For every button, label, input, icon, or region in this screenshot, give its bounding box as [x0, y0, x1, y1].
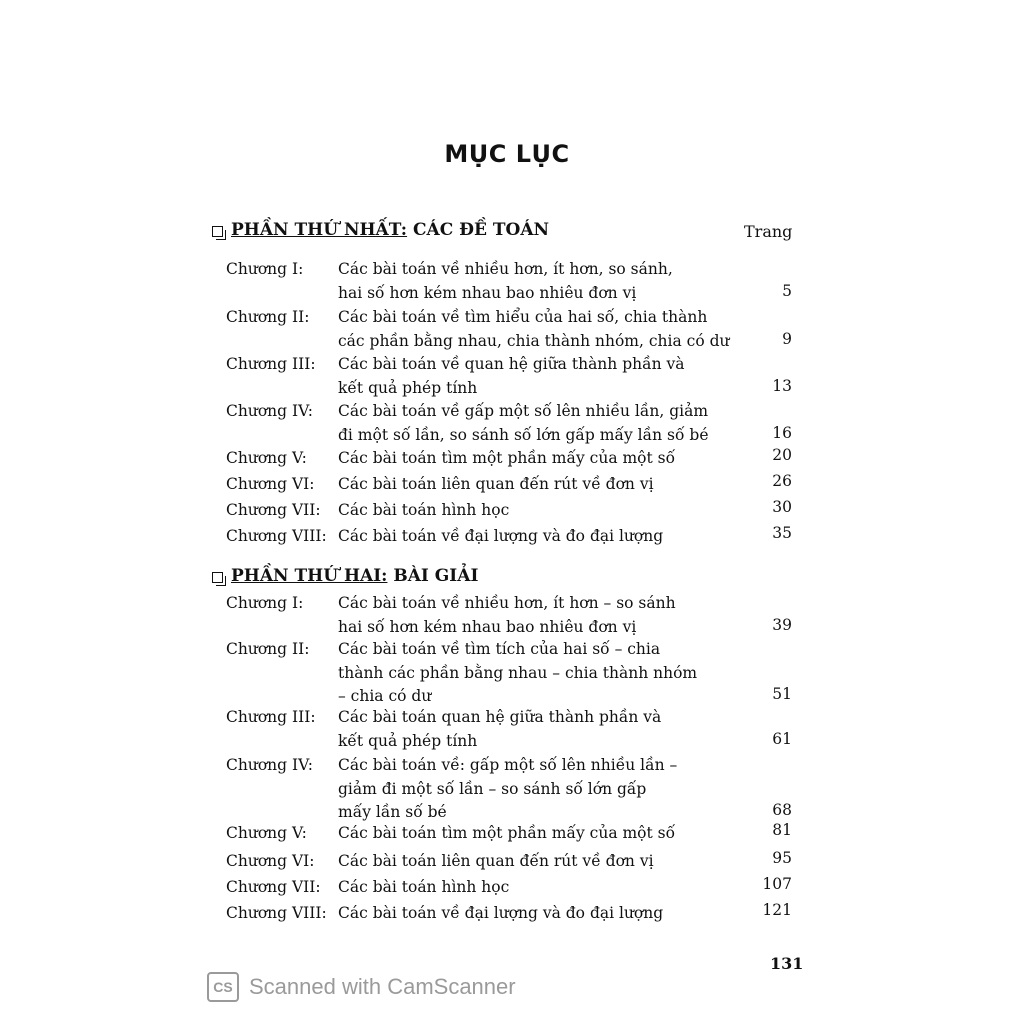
page-title: MỤC LỤC [444, 140, 570, 168]
square-bullet-icon [212, 572, 223, 583]
page-ref: 107 [762, 875, 792, 893]
square-bullet-icon [212, 226, 223, 237]
page-ref: 95 [772, 849, 792, 867]
chapter-title [338, 400, 758, 447]
chapter-title [338, 754, 758, 825]
chapter-title-line: thành các phần bằng nhau – chia thành nhóm [338, 663, 698, 682]
chapter-title-line: Các bài toán tìm một phần mấy của một số [338, 824, 676, 842]
chapter-title-line: Các bài toán về tìm tích của hai số – chia [338, 640, 661, 658]
page-ref: 9 [782, 329, 792, 348]
chapter-label: Chương II: [226, 308, 310, 326]
chapter-title [338, 353, 758, 400]
page-ref: 81 [772, 821, 792, 839]
chapter-label: Chương VI: [226, 475, 315, 493]
page-ref: 35 [772, 524, 792, 542]
chapter-title-line: Các bài toán về tìm hiểu của hai số, chia thành [338, 308, 708, 326]
chapter-title [338, 473, 758, 497]
page-ref: 30 [772, 498, 792, 516]
chapter-label: Chương VII: [226, 501, 321, 519]
chapter-title-line: mấy lần số bé [338, 803, 447, 821]
chapter-title-line: giảm đi một số lần – so sánh số lớn gấp [338, 779, 647, 798]
chapter-title [338, 499, 758, 523]
chapter-title [338, 850, 758, 874]
camscanner-logo-icon: CS [207, 972, 239, 1002]
chapter-label: Chương III: [226, 708, 316, 726]
chapter-title [338, 902, 758, 926]
chapter-title [338, 876, 758, 900]
chapter-title [338, 306, 758, 353]
page-ref: 68 [772, 801, 792, 819]
part2-name: BÀI GIẢI [393, 566, 479, 586]
part2-label: PHẦN THỨ HAI: [231, 566, 388, 586]
page-column-header: Trang [744, 222, 793, 241]
page-ref: 16 [772, 423, 792, 442]
chapter-title [338, 638, 758, 709]
page-ref: 26 [772, 472, 792, 490]
chapter-title-line: Các bài toán hình học [338, 878, 510, 896]
page-ref: 5 [782, 281, 792, 300]
chapter-title-line: Các bài toán liên quan đến rút về đơn vị [338, 475, 654, 493]
page-number: 131 [770, 954, 804, 973]
part1-heading [212, 220, 549, 240]
camscanner-watermark [207, 972, 516, 1002]
chapter-title [338, 822, 758, 846]
page-ref: 51 [772, 685, 792, 703]
chapter-label: Chương I: [226, 260, 304, 278]
page-ref: 121 [762, 901, 792, 919]
chapter-label: Chương VIII: [226, 904, 327, 922]
page-ref: 20 [772, 446, 792, 464]
chapter-label: Chương VI: [226, 852, 315, 870]
chapter-title-line: các phần bằng nhau, chia thành nhóm, chia có dư [338, 331, 730, 350]
part1-name: CÁC ĐỀ TOÁN [412, 220, 550, 240]
chapter-label: Chương VIII: [226, 527, 327, 545]
chapter-title-line: Các bài toán về gấp một số lên nhiều lần, giảm [338, 402, 709, 420]
part2-heading [212, 566, 478, 586]
chapter-title-line: Các bài toán về quan hệ giữa thành phần và [338, 355, 685, 373]
chapter-title-line: đi một số lần, so sánh số lớn gấp mấy lần số bé [338, 425, 709, 444]
chapter-title-line: Các bài toán quan hệ giữa thành phần và [338, 708, 662, 726]
chapter-title-line: Các bài toán tìm một phần mấy của một số [338, 449, 676, 467]
chapter-title-line: kết quả phép tính [338, 378, 478, 397]
chapter-title-line: Các bài toán về nhiều hơn, ít hơn, so sánh, [338, 260, 673, 278]
chapter-title-line: hai số hơn kém nhau bao nhiêu đơn vị [338, 283, 637, 302]
chapter-label: Chương IV: [226, 756, 313, 774]
chapter-title [338, 706, 758, 753]
chapter-title [338, 592, 758, 639]
chapter-title-line: Các bài toán liên quan đến rút về đơn vị [338, 852, 654, 870]
chapter-title-line: Các bài toán hình học [338, 501, 510, 519]
chapter-title-line: hai số hơn kém nhau bao nhiêu đơn vị [338, 617, 637, 636]
chapter-title [338, 258, 758, 305]
chapter-title-line: Các bài toán về đại lượng và đo đại lượng [338, 527, 664, 545]
chapter-label: Chương II: [226, 640, 310, 658]
chapter-label: Chương IV: [226, 402, 313, 420]
chapter-title [338, 525, 758, 549]
chapter-label: Chương I: [226, 594, 304, 612]
page-ref: 13 [772, 376, 792, 395]
chapter-title-line: – chia có dư [338, 687, 432, 705]
chapter-title-line: Các bài toán về: gấp một số lên nhiều lần – [338, 756, 678, 774]
page-ref: 39 [772, 615, 792, 634]
watermark-text: Scanned with CamScanner [249, 974, 516, 999]
chapter-title-line: Các bài toán về nhiều hơn, ít hơn – so sánh [338, 594, 676, 612]
part1-label: PHẦN THỨ NHẤT: [231, 220, 408, 240]
chapter-label: Chương III: [226, 355, 316, 373]
chapter-title [338, 447, 758, 471]
chapter-title-line: kết quả phép tính [338, 731, 478, 750]
chapter-label: Chương VII: [226, 878, 321, 896]
chapter-label: Chương V: [226, 449, 307, 467]
page-ref: 61 [772, 729, 792, 748]
chapter-title-line: Các bài toán về đại lượng và đo đại lượng [338, 904, 664, 922]
chapter-label: Chương V: [226, 824, 307, 842]
